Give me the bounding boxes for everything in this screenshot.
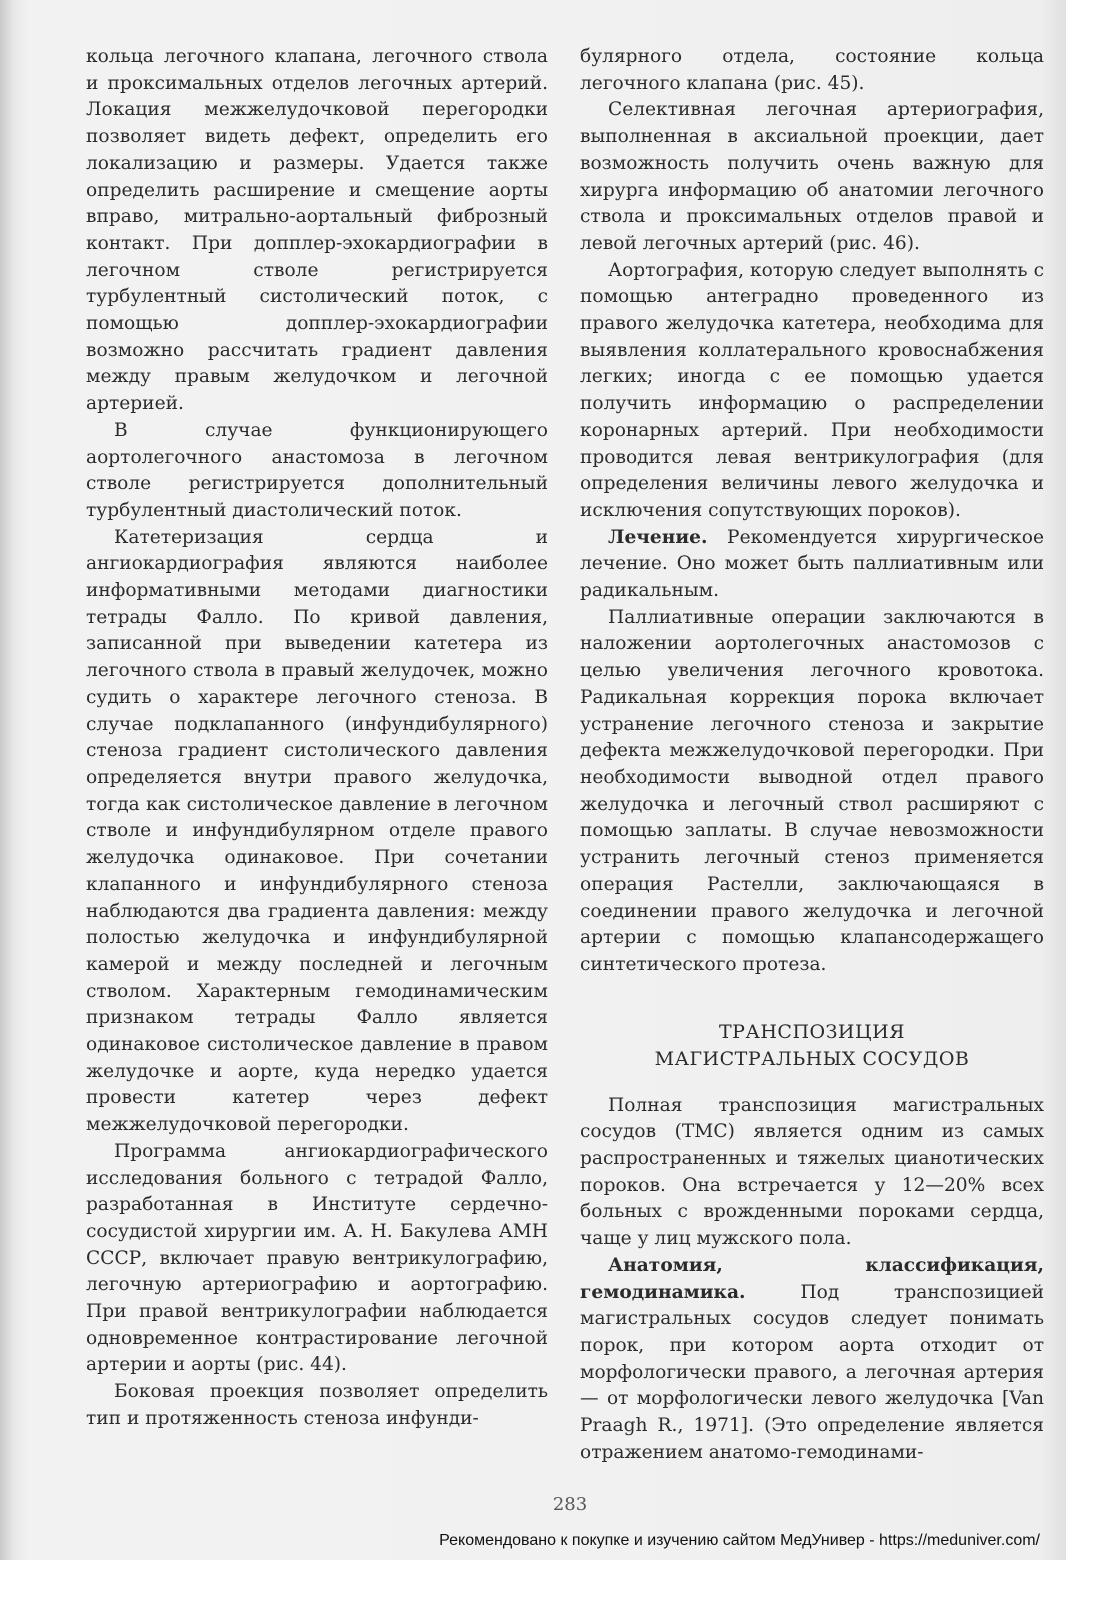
paragraph-body: Рекомендуется хирургическое лечение. Оно может быть паллиативным или радикальным.	[580, 526, 1044, 602]
paragraph: Катетеризация сердца и ангиокардиография являются наиболее информативными методами диагностики тетрады Фалло. По кривой давления, записанной при выведении катетера из легочного ствола в правый желудочек, можно судить о характере легочного стеноза. В случае подклапанного (инфундибулярного) стеноза градиент систолического давления определяется внутри правого желудочка, тогда как систолическое давление в легочном стволе и инфундибулярном отделе правого желудочка одинаковое. При сочетании клапанного и инфундибулярного стеноза наблюдаются два градиента давления: между полостью желудочка и инфундибулярной камерой и между последней и легочным стволом. Характерным гемодинамическим признаком тетрады Фалло является одинаковое систолическое давление в правом желудочке и аорте, куда нередко удается провести катетер через дефект межжелудочковой перегородки.	[86, 526, 548, 1136]
paragraph-heading: Анатомия, классификация, гемодинамика.	[580, 1254, 1044, 1303]
paragraph: Полная транспозиция магистральных сосудов (ТМС) является одним из самых распространенных и тяжелых цианотических пороков. Она встречается у 12—20% всех больных с врожденными пороками сердца, чаще у лиц мужского пола.	[580, 1094, 1044, 1250]
page-number: 283	[552, 1494, 588, 1515]
left-column	[86, 44, 548, 1433]
paragraph-body: Под транспозицией магистральных сосудов следует понимать порок, при котором аорта отходит от морфологически правого, а легочная артерия — от морфологически левого желудочка [Van Praagh R., 1971]. (Это определение является отражением анатомо-гемодинами-	[580, 1281, 1044, 1463]
footer-note: Рекомендовано к покупке и изучению сайтом МедУнивер - https://meduniver.com/	[439, 1532, 1040, 1549]
section-title-line: ТРАНСПОЗИЦИЯ	[719, 1020, 905, 1043]
paragraph: В случае функционирующего аортолегочного анастомоза в легочном стволе регистрируется дополнительный турбулентный диастолический поток.	[86, 419, 548, 521]
right-column	[580, 44, 1044, 1466]
paragraph: Программа ангиокардиографического исследования больного с тетрадой Фалло, разработанная в Институте сердечно-сосудистой хирургии им. А. Н. Бакулева АМН СССР, включает правую вентрикулографию, легочную артериографию и аортографию. При правой вентрикулографии наблюдается одновременное контрастирование легочной артерии и аорты (рис. 44).	[86, 1140, 548, 1376]
paragraph: Аортография, которую следует выполнять с помощью антеградно проведенного из правого желудочка катетера, необходима для выявления коллатерального кровоснабжения легких; иногда с ее помощью удается получить информацию о распределении коронарных артерий. При необходимости проводится левая вентрикулография (для определения величины левого желудочка и исключения сопутствующих пороков).	[580, 259, 1044, 521]
section-title	[580, 1019, 1044, 1073]
paragraph: Паллиативные операции заключаются в наложении аортолегочных анастомозов с целью увеличения легочного кровотока. Радикальная коррекция порока включает устранение легочного стеноза и закрытие дефекта межжелудочковой перегородки. При необходимости выводной отдел правого желудочка и легочный ствол расширяют с помощью заплаты. В случае невозможности устранить легочный стеноз применяется операция Растелли, заключающаяся в соединении правого желудочка и легочной артерии с помощью клапансодержащего синтетического протеза.	[580, 606, 1044, 975]
paragraph: кольца легочного клапана, легочного ствола и проксимальных отделов легочных артерий. Локация межжелудочковой перегородки позволяет видеть дефект, определить его локализацию и размеры. Удается также определить расширение и смещение аорты вправо, митрально-аортальный фиброзный контакт. При допплер-эхокардиографии в легочном стволе регистрируется турбулентный систолический поток, с помощью допплер-эхокардиографии возможно рассчитать градиент давления между правым желудочком и легочной артерией.	[86, 46, 548, 415]
paragraph	[580, 525, 1044, 605]
section-title-line: МАГИСТРАЛЬНЫХ СОСУДОВ	[654, 1047, 970, 1070]
paragraph: Селективная легочная артериография, выполненная в аксиальной проекции, дает возможность получить очень важную для хирурга информацию об анатомии легочного ствола и проксимальных отделов правой и левой легочных артерий (рис. 46).	[580, 99, 1044, 254]
paragraph: булярного отдела, состояние кольца легочного клапана (рис. 45).	[580, 46, 1044, 94]
paragraph	[580, 1253, 1044, 1467]
paragraph: Боковая проекция позволяет определить тип и протяженность стеноза инфунди-	[86, 1381, 548, 1429]
paragraph-heading: Лечение.	[608, 526, 708, 548]
